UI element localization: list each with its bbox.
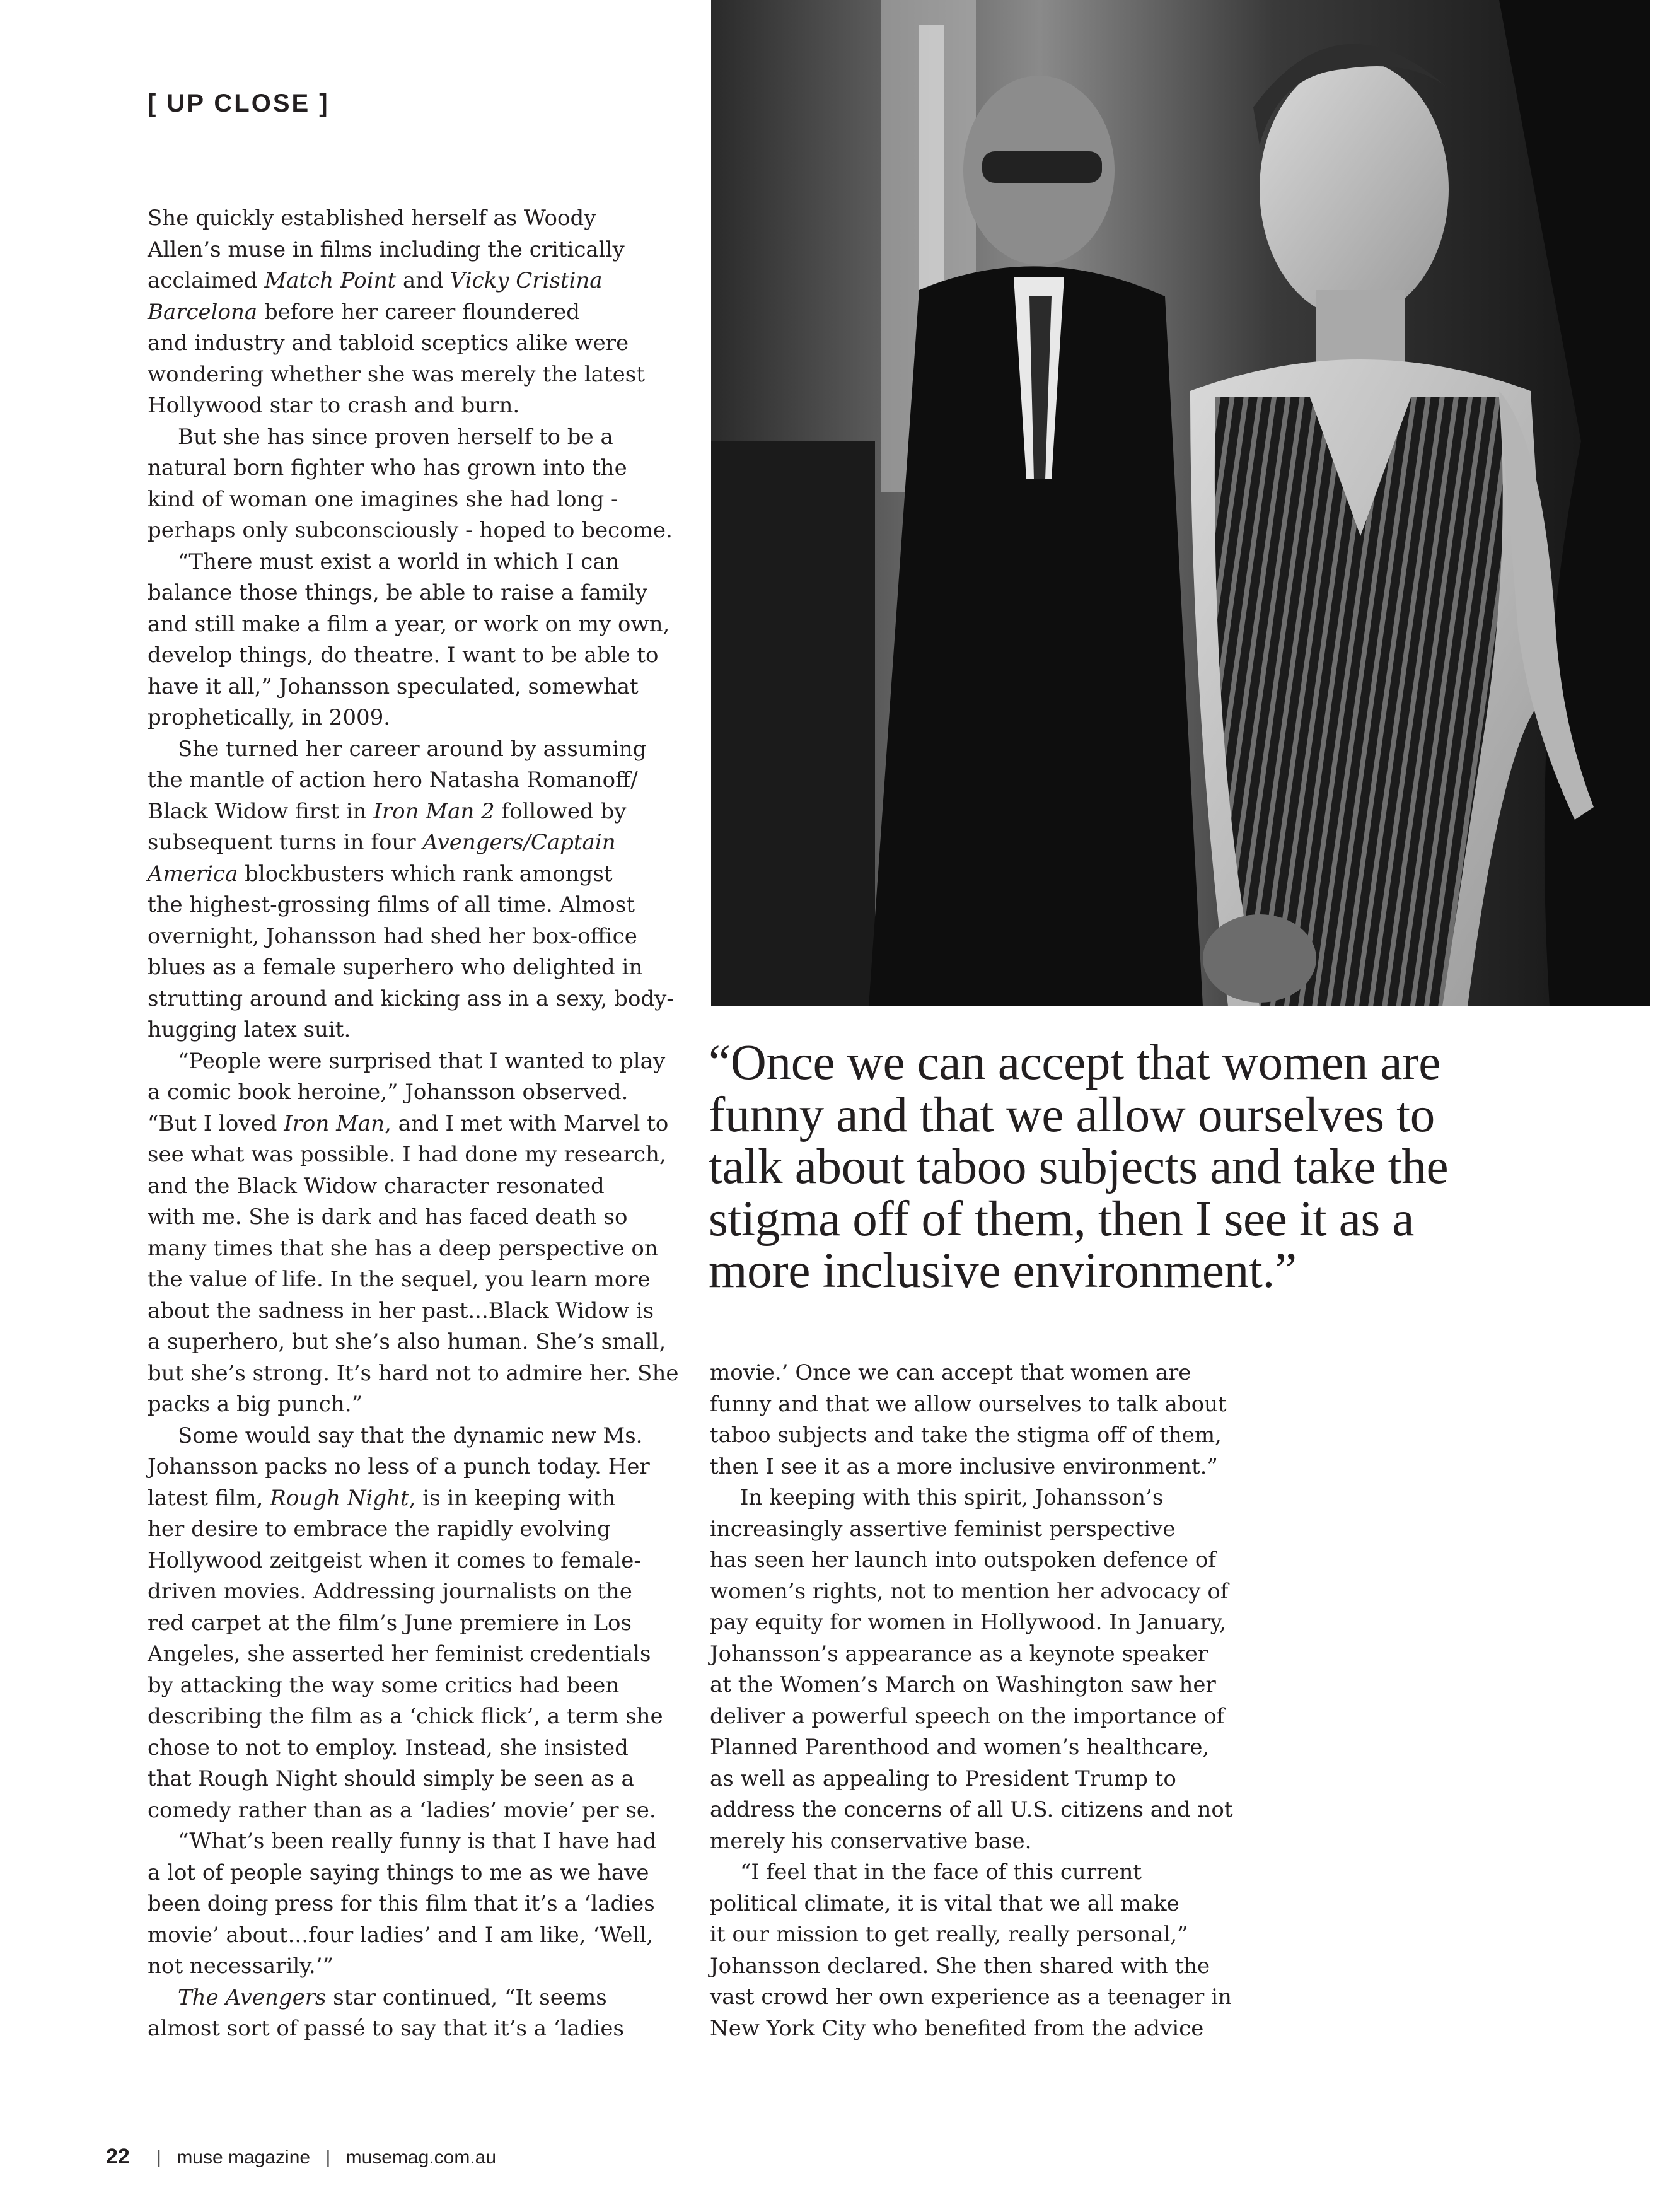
text-line: many times that she has a deep perspective on — [148, 1235, 658, 1261]
text-line: red carpet at the film’s June premiere in Los — [148, 1610, 632, 1636]
footer-separator: | — [156, 2147, 161, 2168]
text-line: and the Black Widow character resonated — [148, 1173, 605, 1199]
text-line: Johansson packs no less of a punch today. Her — [148, 1454, 650, 1479]
text-line: address the concerns of all U.S. citizens and not — [710, 1797, 1233, 1822]
text-line: a comic book heroine,” Johansson observed. — [148, 1080, 629, 1105]
text-line: acclaimed Match Point and Vicky Cristina — [148, 268, 603, 293]
page-number: 22 — [106, 2145, 130, 2168]
text-line: movie’ about...four ladies’ and I am like, ‘Well, — [148, 1922, 654, 1948]
text-line: Angeles, she asserted her feminist credentials — [148, 1641, 651, 1667]
text-line: and still make a film a year, or work on my own, — [148, 611, 670, 637]
text-line: prophetically, in 2009. — [148, 705, 391, 730]
text-line: see what was possible. I had done my research, — [148, 1142, 666, 1167]
text-line: by attacking the way some critics had been — [148, 1672, 620, 1698]
text-line: describing the film as a ‘chick flick’, a term she — [148, 1704, 663, 1729]
text-line: strutting around and kicking ass in a sexy, body- — [148, 986, 674, 1011]
paragraph — [710, 1358, 1227, 1482]
text-line: deliver a powerful speech on the importance of — [710, 1703, 1225, 1729]
paragraph — [148, 547, 671, 734]
quote-line: “Once we can accept that women are — [709, 1035, 1440, 1090]
paragraph — [710, 1482, 1233, 1857]
text-line: wondering whether she was merely the latest — [148, 361, 645, 387]
text-line: “There must exist a world in which I can — [178, 549, 620, 574]
text-line: Allen’s muse in films including the critically — [148, 236, 625, 262]
text-line: increasingly assertive feminist perspective — [710, 1516, 1176, 1542]
text-line: “What’s been really funny is that I have had — [178, 1829, 657, 1854]
paragraph — [148, 1046, 679, 1421]
paragraph — [148, 422, 671, 547]
paragraph — [148, 734, 674, 1046]
text-line: the mantle of action hero Natasha Romanoff/ — [148, 767, 638, 793]
text-line: She turned her career around by assuming — [178, 736, 647, 762]
text-line: then I see it as a more inclusive environment.” — [710, 1453, 1218, 1479]
text-line: kind of woman one imagines she had long - — [148, 486, 618, 512]
text-line: driven movies. Addressing journalists on the — [148, 1579, 632, 1604]
paragraph — [148, 1826, 671, 1982]
text-line: almost sort of passé to say that it’s a ‘ladies — [148, 2016, 624, 2041]
text-line: latest film, Rough Night, is in keeping with — [148, 1485, 616, 1511]
text-line: Hollywood zeitgeist when it comes to female- — [148, 1547, 641, 1573]
paragraph — [710, 1857, 1232, 2044]
text-line: taboo subjects and take the stigma off of them, — [710, 1423, 1222, 1448]
text-line: “I feel that in the face of this current — [740, 1860, 1142, 1885]
text-line: subsequent turns in four Avengers/Captain — [148, 830, 616, 855]
text-line: Johansson’s appearance as a keynote speaker — [710, 1641, 1208, 1667]
text-line: chose to not to employ. Instead, she insisted — [148, 1735, 629, 1761]
text-line: with me. She is dark and has faced death so — [148, 1204, 628, 1230]
magazine-name: muse magazine — [177, 2147, 311, 2168]
text-line: comedy rather than as a ‘ladies’ movie’ per se. — [148, 1797, 656, 1823]
paragraph — [148, 1421, 671, 1827]
text-line: merely his conservative base. — [710, 1828, 1032, 1854]
page-footer — [106, 2145, 496, 2169]
text-line: vast crowd her own experience as a teenager in — [710, 1984, 1232, 2010]
text-line: Johansson declared. She then shared with the — [710, 1953, 1210, 1979]
text-line: as well as appealing to President Trump to — [710, 1766, 1176, 1791]
text-line: natural born fighter who has grown into the — [148, 455, 627, 480]
text-line: movie.’ Once we can accept that women are — [710, 1360, 1191, 1385]
text-line: a lot of people saying things to me as we have — [148, 1860, 649, 1885]
quote-line: stigma off of them, then I see it as a — [709, 1191, 1415, 1247]
text-line: been doing press for this film that it’s a ‘ladies — [148, 1891, 655, 1916]
text-line: has seen her launch into outspoken defence of — [710, 1547, 1216, 1573]
text-line: Some would say that the dynamic new Ms. — [178, 1423, 643, 1448]
text-line: develop things, do theatre. I want to be able to — [148, 643, 659, 668]
text-line: not necessarily.’” — [148, 1953, 333, 1979]
text-line: hugging latex suit. — [148, 1017, 351, 1042]
text-line: a superhero, but she’s also human. She’s small, — [148, 1329, 666, 1354]
text-line: perhaps only subconsciously - hoped to become. — [148, 518, 673, 543]
text-line: about the sadness in her past...Black Widow is — [148, 1298, 654, 1324]
text-line: Planned Parenthood and women’s healthcare, — [710, 1735, 1210, 1760]
text-line: have it all,” Johansson speculated, somewhat — [148, 673, 639, 699]
text-line: balance those things, be able to raise a family — [148, 580, 647, 605]
text-line: blues as a female superhero who delighted in — [148, 955, 643, 980]
text-line: women’s rights, not to mention her advocacy of — [710, 1578, 1229, 1604]
text-line: but she’s strong. It’s hard not to admire her. She — [148, 1360, 679, 1386]
quote-line: funny and that we allow ourselves to — [709, 1087, 1435, 1143]
text-line: The Avengers star continued, “It seems — [178, 1984, 607, 2010]
text-line: Black Widow first in Iron Man 2 followed by — [148, 798, 627, 824]
section-label: [ UP CLOSE ] — [148, 90, 330, 117]
text-line: New York City who benefited from the advice — [710, 2015, 1204, 2041]
quote-line: talk about taboo subjects and take the — [709, 1139, 1449, 1194]
text-line: that Rough Night should simply be seen as a — [148, 1766, 634, 1791]
text-line: But she has since proven herself to be a — [178, 424, 613, 450]
text-line: the highest-grossing films of all time. Almost — [148, 892, 635, 917]
left-column — [148, 203, 679, 2045]
website-link[interactable]: musemag.com.au — [345, 2147, 497, 2168]
text-line: Barcelona before her career floundered — [148, 299, 581, 325]
text-line: In keeping with this spirit, Johansson’s — [740, 1485, 1164, 1510]
text-line: and industry and tabloid sceptics alike were — [148, 330, 629, 356]
text-line: political climate, it is vital that we all make — [710, 1890, 1179, 1916]
text-line: the value of life. In the sequel, you learn more — [148, 1267, 651, 1292]
text-line: it our mission to get really, really personal,” — [710, 1922, 1188, 1947]
text-line: “But I loved Iron Man, and I met with Marvel to — [148, 1110, 669, 1136]
text-line: pay equity for women in Hollywood. In January, — [710, 1610, 1227, 1635]
text-line: funny and that we allow ourselves to talk about — [710, 1391, 1227, 1417]
text-line: “People were surprised that I wanted to play — [178, 1048, 666, 1074]
hero-photo — [711, 0, 1650, 1006]
paragraph — [148, 1982, 671, 2045]
quote-line: more inclusive environment.” — [709, 1243, 1297, 1298]
text-line: packs a big punch.” — [148, 1392, 362, 1417]
text-line: at the Women’s March on Washington saw her — [710, 1672, 1216, 1697]
text-line: her desire to embrace the rapidly evolving — [148, 1516, 611, 1542]
right-column — [710, 1358, 1233, 2044]
text-line: She quickly established herself as Woody — [148, 206, 596, 231]
footer-separator: | — [325, 2147, 331, 2168]
text-line: overnight, Johansson had shed her box-office — [148, 923, 637, 949]
text-line: Hollywood star to crash and burn. — [148, 393, 520, 418]
pull-quote — [709, 1037, 1629, 1298]
photo-illustration — [711, 0, 1650, 1006]
text-line: America blockbusters which rank amongst — [148, 861, 613, 887]
paragraph — [148, 203, 671, 422]
